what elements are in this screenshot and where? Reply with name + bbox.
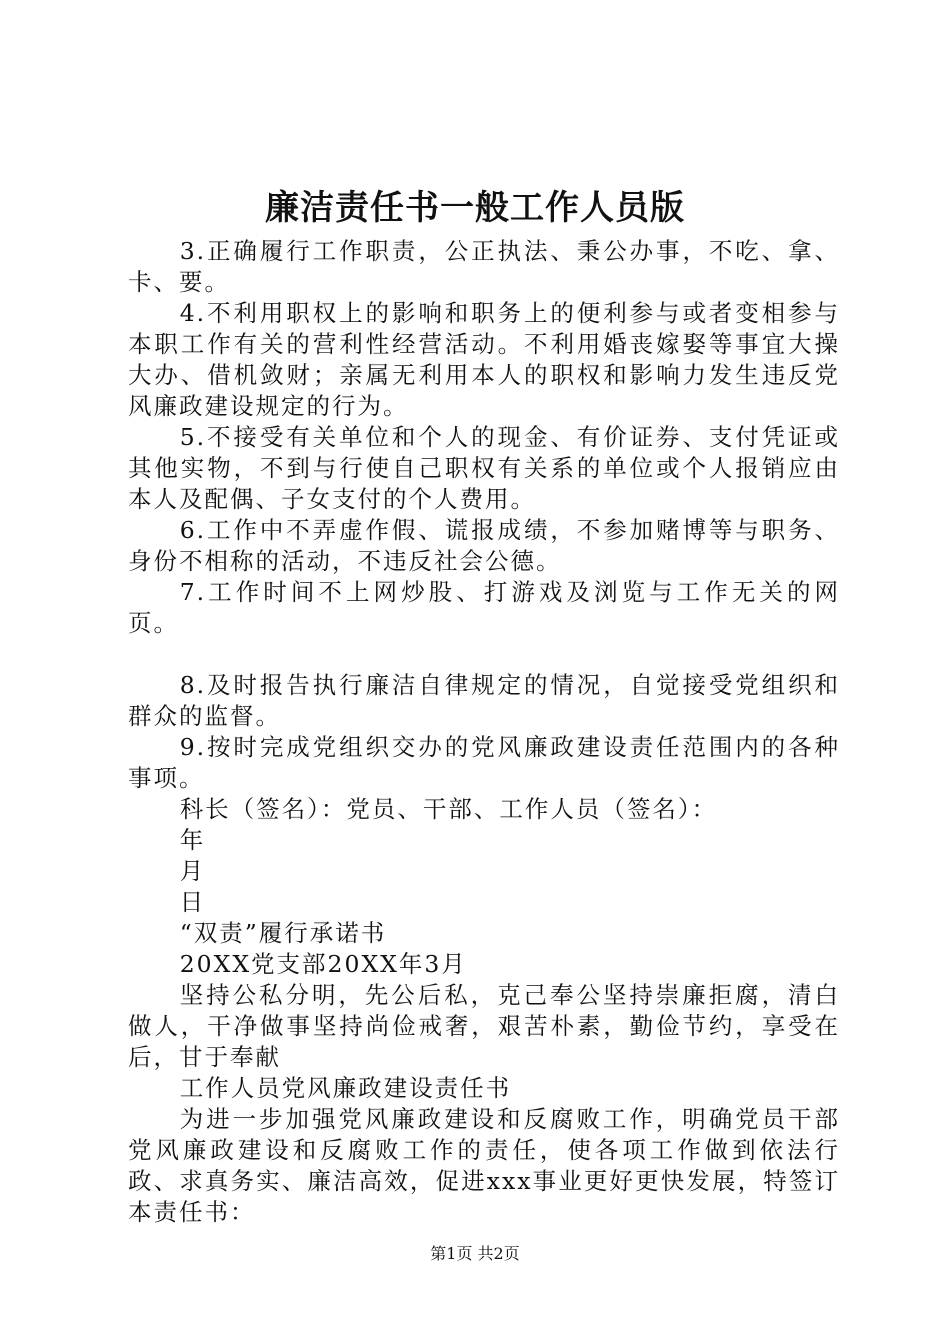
pledge-paragraph: 坚持公私分明，先公后私，克己奉公坚持崇廉拒腐，清白做人，干净做事坚持尚俭戒奢，艰苦朴素，勤俭节约，享受在后，甘于奉献 xyxy=(128,981,840,1071)
paragraph-item-3: 3.正确履行工作职责，公正执法、秉公办事，不吃、拿、卡、要。 xyxy=(128,237,840,296)
date-day: 日 xyxy=(179,888,206,916)
section-heading-pledge: “双责”履行承诺书 xyxy=(179,919,387,947)
paragraph-item-5: 5.不接受有关单位和个人的现金、有价证券、支付凭证或其他实物，不到与行使自己职权有关系的单位或个人报销应由本人及配偶、子女支付的个人费用。 xyxy=(128,423,840,513)
page-number-footer: 第1页 共2页 xyxy=(430,1244,520,1263)
paragraph-item-9: 9.按时完成党组织交办的党风廉政建设责任范围内的各种事项。 xyxy=(128,733,840,792)
date-month: 月 xyxy=(179,857,206,885)
paragraph-item-7: 7.工作时间不上网炒股、打游戏及浏览与工作无关的网页。 xyxy=(128,578,840,637)
paragraph-item-6: 6.工作中不弄虚作假、谎报成绩，不参加赌博等与职务、身份不相称的活动，不违反社会公德。 xyxy=(128,516,840,575)
responsibility-intro-paragraph: 为进一步加强党风廉政建设和反腐败工作，明确党员干部党风廉政建设和反腐败工作的责任，使各项工作做到依法行政、求真务实、廉洁高效，促进xxx事业更好更快发展，特签订本责任书： xyxy=(128,1105,840,1226)
document-body xyxy=(128,236,840,1228)
pledge-date-line: 20XX党支部20XX年3月 xyxy=(179,950,467,978)
paragraph-item-8: 8.及时报告执行廉洁自律规定的情况，自觉接受党组织和群众的监督。 xyxy=(128,671,840,730)
date-year: 年 xyxy=(179,826,206,854)
document-title: 廉洁责任书一般工作人员版 xyxy=(265,188,685,228)
signature-line: 科长（签名）：党员、干部、工作人员（签名）： xyxy=(179,795,718,823)
paragraph-item-4: 4.不利用职权上的影响和职务上的便利参与或者变相参与本职工作有关的营利性经营活动。不利用婚丧嫁娶等事宜大操大办、借机敛财；亲属无利用本人的职权和影响力发生违反党风廉政建设规定的行为。 xyxy=(128,299,840,420)
section-heading-responsibility: 工作人员党风廉政建设责任书 xyxy=(179,1074,512,1102)
